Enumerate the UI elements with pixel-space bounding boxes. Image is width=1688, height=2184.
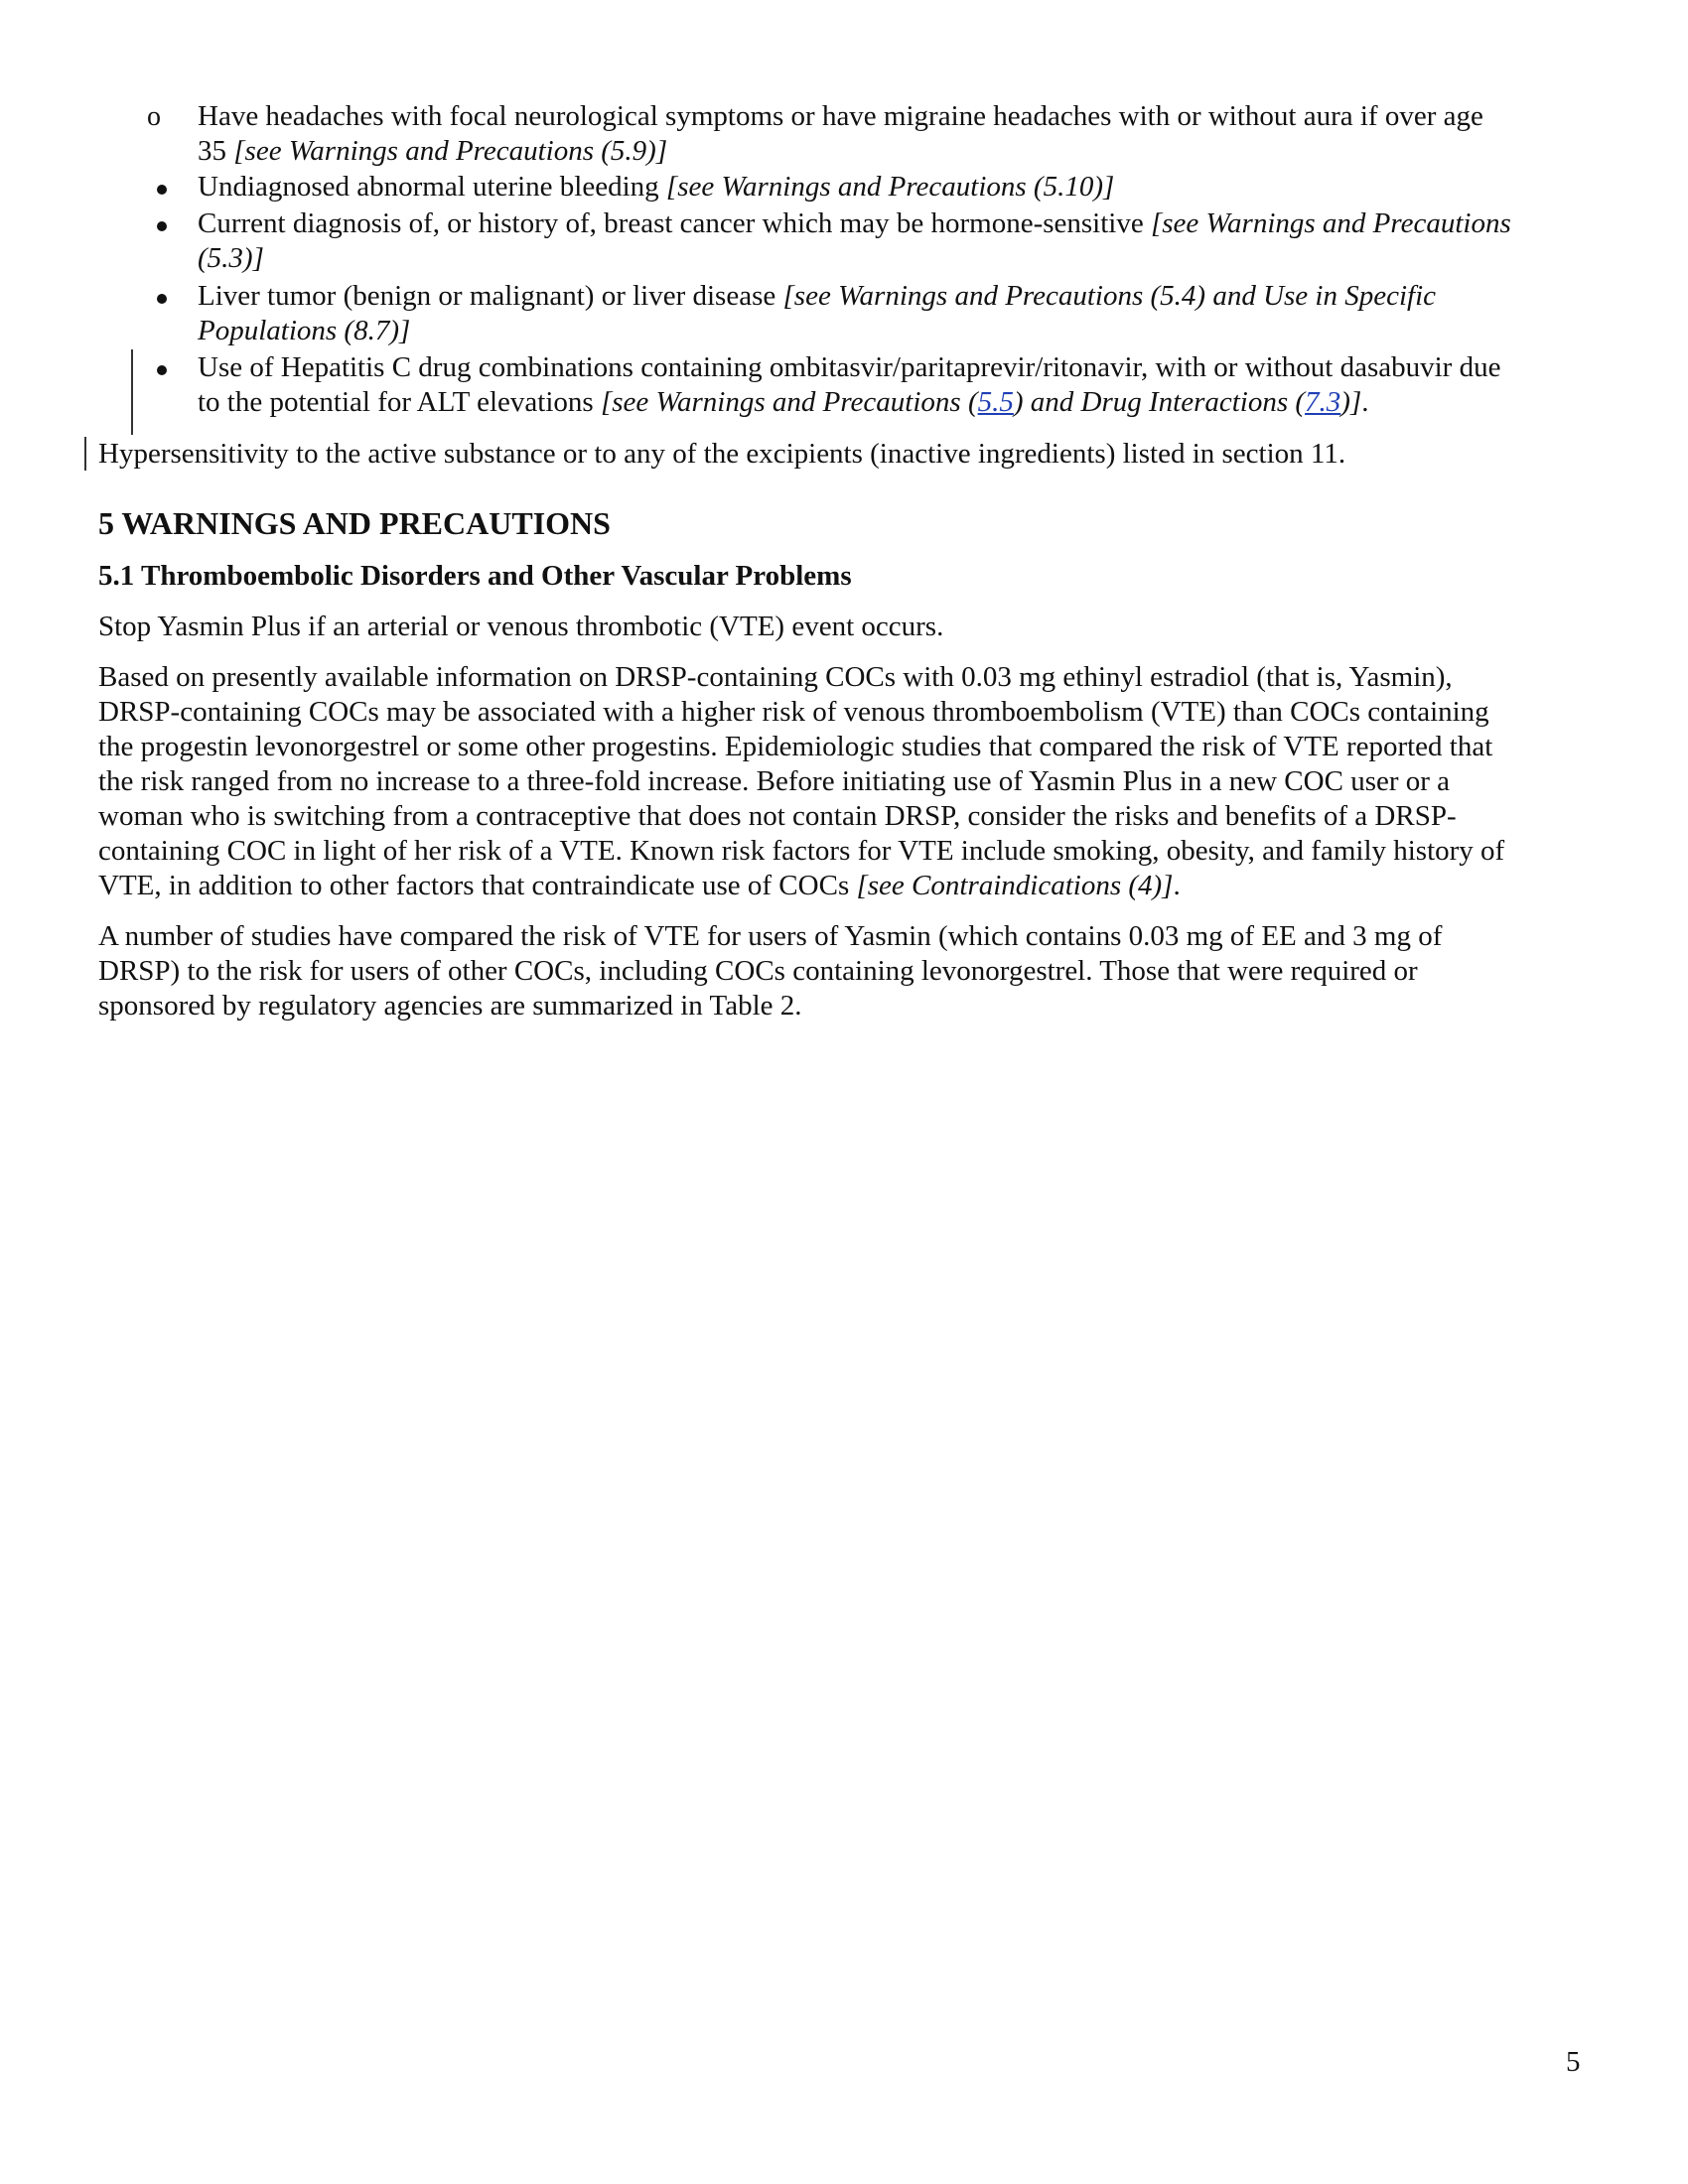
revision-change-bar xyxy=(84,437,86,471)
section-heading: 5 WARNINGS AND PRECAUTIONS xyxy=(98,505,611,541)
paragraph-line: Based on presently available information on DRSP-containing COCs with 0.03 mg ethinyl estradiol (that is, Yasmin), xyxy=(98,661,1453,693)
paragraph-line: sponsored by regulatory agencies are summarized in Table 2. xyxy=(98,990,802,1022)
cross-reference: [see Warnings and Precautions xyxy=(1150,207,1511,239)
paragraph-line: the progestin levonorgestrel or some other progestins. Epidemiologic studies that compared the risk of VTE reported that xyxy=(98,731,1493,762)
paragraph-line: DRSP) to the risk for users of other COCs, including COCs containing levonorgestrel. Those that were required or xyxy=(98,955,1418,987)
bullet-icon xyxy=(157,294,167,304)
list-item-text xyxy=(198,134,667,169)
paragraph-line: the risk ranged from no increase to a three-fold increase. Before initiating use of Yasmin Plus in a new COC user or a xyxy=(98,765,1451,797)
paragraph: Stop Yasmin Plus if an arterial or venous thrombotic (VTE) event occurs. xyxy=(98,611,944,642)
cross-reference: Populations (8.7)] xyxy=(198,315,411,346)
sub-bullet-marker: o xyxy=(147,101,161,132)
list-item-text: Undiagnosed abnormal uterine bleeding xyxy=(198,171,666,203)
cross-reference: [see Warnings and Precautions ( xyxy=(600,386,978,418)
punctuation: . xyxy=(1173,870,1181,901)
list-item-text: Have headaches with focal neurological symptoms or have migraine headaches with or without aura if over age xyxy=(198,100,1483,132)
paragraph-line xyxy=(98,869,1181,903)
cross-reference: [see Contraindications (4)] xyxy=(856,870,1174,901)
paragraph-line: DRSP-containing COCs may be associated with a higher risk of venous thromboembolism (VTE) than COCs containing xyxy=(98,696,1489,728)
subsection-heading: 5.1 Thromboembolic Disorders and Other Vascular Problems xyxy=(98,560,852,592)
cross-reference: ) and Drug Interactions ( xyxy=(1013,386,1306,418)
list-item-text: Use of Hepatitis C drug combinations containing ombitasvir/paritaprevir/ritonavir, with or without dasabuvir due xyxy=(198,351,1501,383)
link-section-5-5[interactable]: 5.5 xyxy=(977,386,1014,418)
list-item-text: Current diagnosis of, or history of, breast cancer which may be hormone-sensitive xyxy=(198,207,1151,239)
cross-reference: )] xyxy=(1340,386,1362,418)
list-item-text: 35 xyxy=(198,135,234,167)
cross-reference: [see Warnings and Precautions (5.4) and Use in Specific xyxy=(782,280,1437,312)
cross-reference: (5.3)] xyxy=(198,242,264,274)
list-item-text: to the potential for ALT elevations xyxy=(198,386,601,418)
hypersensitivity-paragraph: Hypersensitivity to the active substance or to any of the excipients (inactive ingredients) listed in section 11. xyxy=(98,438,1346,470)
list-item-text xyxy=(198,385,1369,420)
paragraph-text: VTE, in addition to other factors that contraindicate use of COCs xyxy=(98,870,857,901)
page-number: 5 xyxy=(1566,2046,1581,2078)
punctuation: . xyxy=(1361,386,1369,418)
bullet-icon xyxy=(157,185,167,195)
paragraph-line: A number of studies have compared the risk of VTE for users of Yasmin (which contains 0.03 mg of EE and 3 mg of xyxy=(98,920,1443,952)
revision-change-bar xyxy=(131,349,133,435)
list-item-text xyxy=(198,170,1114,205)
paragraph-line: woman who is switching from a contraceptive that does not contain DRSP, consider the risks and benefits of a DRSP- xyxy=(98,800,1457,832)
bullet-icon xyxy=(157,365,167,375)
list-item-text: Liver tumor (benign or malignant) or liver disease xyxy=(198,280,783,312)
list-item-text xyxy=(198,206,1511,241)
cross-reference: [see Warnings and Precautions (5.9)] xyxy=(233,135,668,167)
paragraph-line: containing COC in light of her risk of a VTE. Known risk factors for VTE include smoking, obesity, and family history of xyxy=(98,835,1505,867)
link-section-7-3[interactable]: 7.3 xyxy=(1305,386,1341,418)
list-item-text xyxy=(198,279,1436,314)
bullet-icon xyxy=(157,221,167,231)
cross-reference: [see Warnings and Precautions (5.10)] xyxy=(665,171,1115,203)
